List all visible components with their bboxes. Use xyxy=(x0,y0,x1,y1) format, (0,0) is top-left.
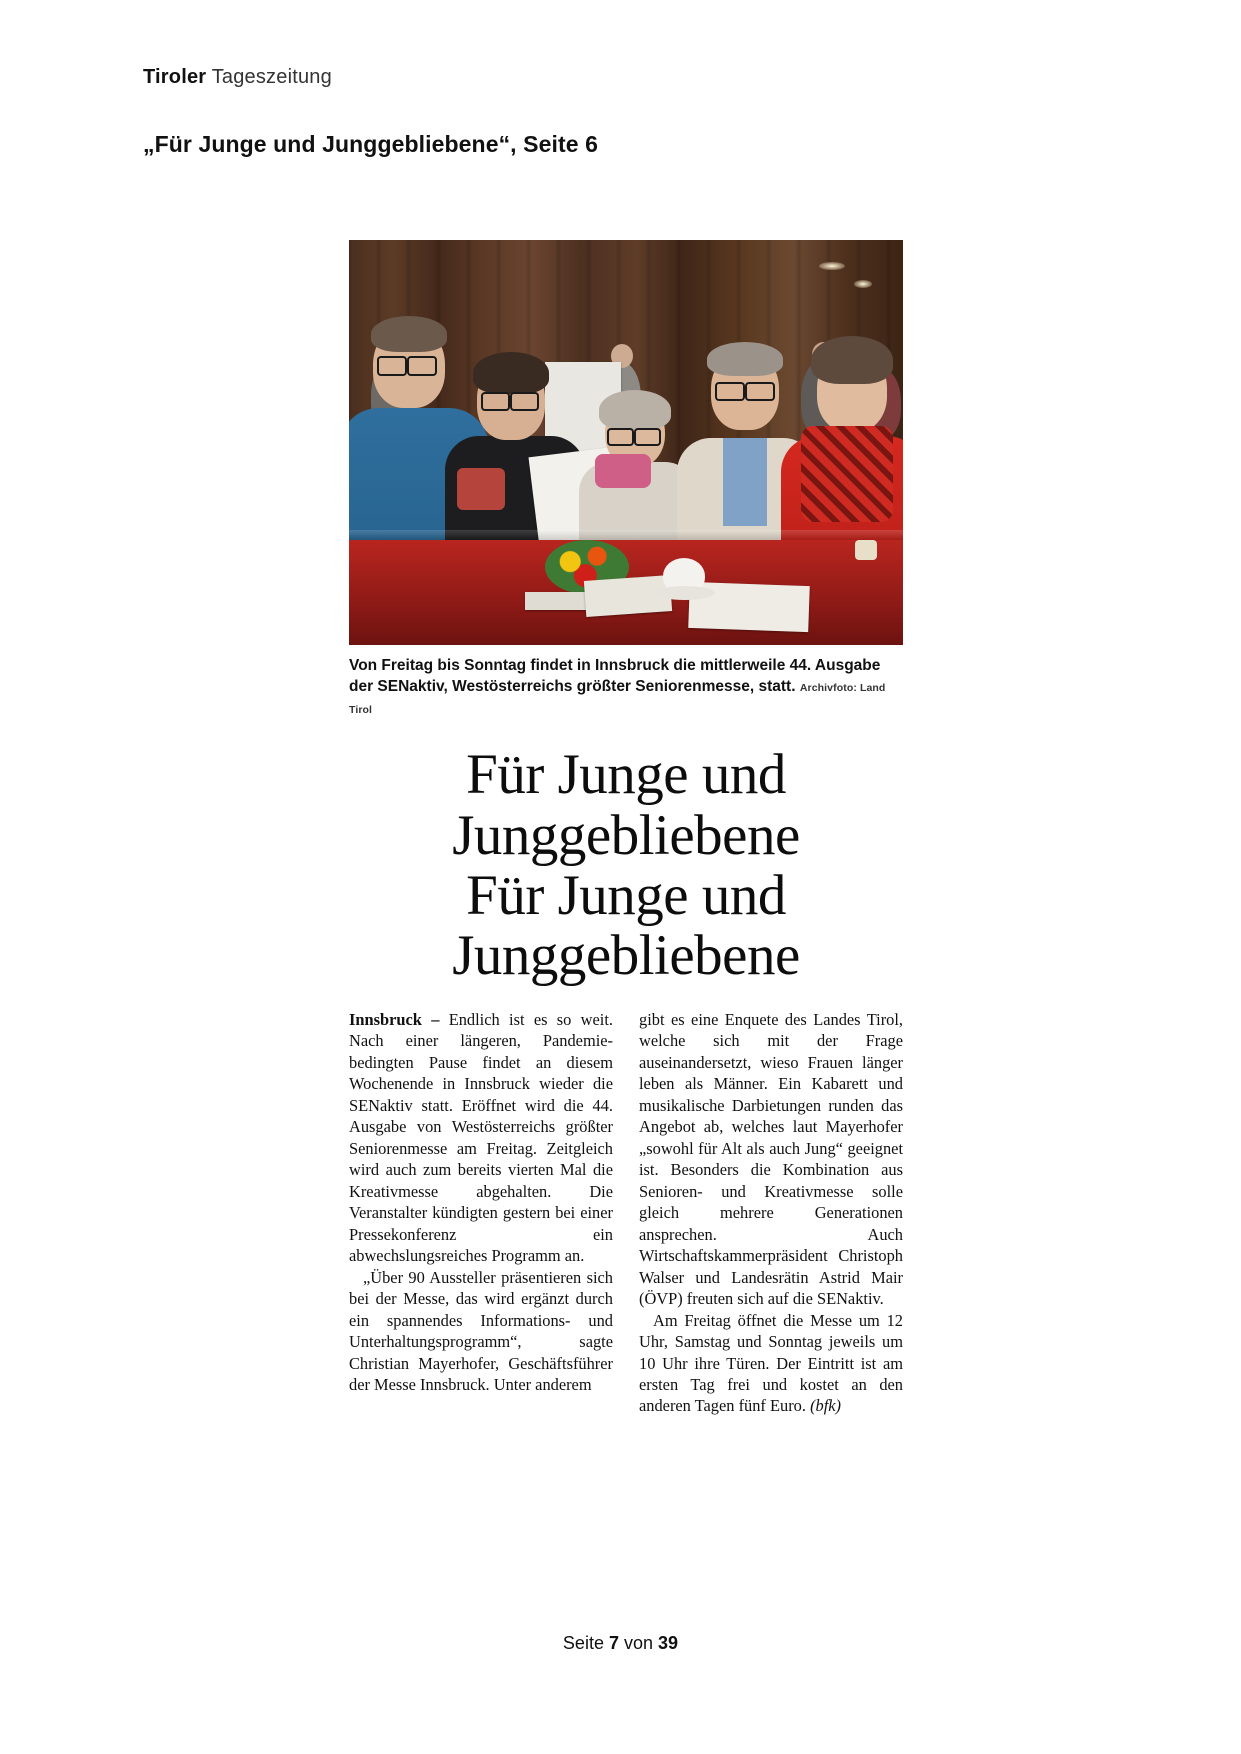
paragraph-text: Endlich ist es so weit. Nach einer längeren, Pandemie-bedingten Pause findet an diesem Wochenende in Innsbruck wieder die SENaktiv statt. Eröffnet wird die 44. Ausgabe von Westösterreichs größter Seniorenmesse am Freitag. Zeitgleich wird auch zum bereits vierten Mal die Kreativmesse abgehalten. Die Veranstalter kündigten gestern bei einer Pressekonferenz ein abwechslungsreiches Programm an. xyxy=(349,1009,613,1266)
photo-person-second-glasses-icon xyxy=(510,392,539,411)
article-body xyxy=(349,1009,903,1417)
masthead-brand-bold: Tiroler xyxy=(143,66,207,88)
photo-watch xyxy=(855,540,877,560)
article-signature: (bfk) xyxy=(810,1396,842,1416)
newspaper-clipping xyxy=(349,240,903,1417)
headline-line-3: Für Junge und xyxy=(466,863,786,927)
photo-person-left-hair xyxy=(371,316,447,352)
photo-person-left-glasses-icon xyxy=(377,356,407,376)
photo-caption-text: Von Freitag bis Sonntag findet in Innsbruck die mittlerweile 44. Ausgabe der SENaktiv, Westösterreichs größter Seniorenmesse, statt. xyxy=(349,657,881,696)
headline-line-4: Junggebliebene xyxy=(452,924,800,988)
article-photo xyxy=(349,240,903,645)
footer-total-pages: 39 xyxy=(658,1633,679,1653)
photo-tablecloth-edge xyxy=(349,530,903,540)
photo-person-center-hair xyxy=(599,390,671,430)
photo-lamp-icon xyxy=(854,280,872,288)
masthead xyxy=(143,66,332,89)
photo-person-left-glasses-icon xyxy=(407,356,437,376)
paragraph xyxy=(639,1310,903,1417)
photo-person-right-hair xyxy=(811,336,893,384)
photo-person-second-hair xyxy=(473,352,549,394)
masthead-brand-light: Tageszeitung xyxy=(211,66,332,88)
paragraph-text: Am Freitag öffnet die Messe um 12 Uhr, Samstag und Sonntag jeweils um 10 Uhr ihre Türen. Der Eintritt ist am ersten Tag frei und kostet an den anderen Tagen fünf Euro. xyxy=(639,1310,903,1416)
photo-saucer xyxy=(655,586,715,600)
photo-person-vest-shirt xyxy=(723,438,767,526)
photo-person-vest-glasses-icon xyxy=(715,382,745,401)
photo-person-vest-hair xyxy=(707,342,783,376)
headline-line-2: Junggebliebene xyxy=(452,803,800,867)
photo-lamp-icon xyxy=(819,262,845,270)
photo-person-center-glasses-icon xyxy=(634,428,661,446)
page-title: „Für Junge und Junggebliebene“, Seite 6 xyxy=(143,131,599,157)
article-column-right xyxy=(639,1009,903,1417)
photo-person-vest-glasses-icon xyxy=(745,382,775,401)
photo-caption xyxy=(349,645,903,719)
paragraph xyxy=(349,1009,613,1267)
page-footer xyxy=(0,1633,1241,1654)
headline-line-1: Für Junge und xyxy=(466,743,786,807)
photo-tshirt-print xyxy=(457,468,505,510)
footer-middle: von xyxy=(624,1633,654,1653)
paragraph: gibt es eine Enquete des Landes Tirol, welche sich mit der Frage auseinandersetzt, wieso Frauen länger leben als Männer. Ein Kabarett und musikalische Darbietungen runden das Angebot ab, welches laut Mayerhofer „sowohl für Alt als auch Jung“ geeignet ist. Besonders die Kombination aus Senioren- und Kreativmesse solle gleich mehrere Generationen ansprechen. Auch Wirtschaftskammerpräsident Christoph Walser und Landesrätin Astrid Mair (ÖVP) freuten sich auf die SENaktiv. xyxy=(639,1009,903,1309)
footer-page-number: 7 xyxy=(608,1633,619,1653)
article-dateline: Innsbruck – xyxy=(349,1009,440,1029)
paragraph: „Über 90 Aussteller präsentieren sich bei der Messe, das wird ergänzt durch ein spannendes Informations- und Unterhaltungsprogramm“, sagte Christian Mayerhofer, Geschäftsführer der Messe Innsbruck. Unter anderem xyxy=(349,1267,613,1394)
photo-person-second-glasses-icon xyxy=(481,392,510,411)
article-column-left xyxy=(349,1009,613,1417)
photo-caption-credit: Archivfoto: Land Tirol xyxy=(349,682,886,716)
footer-prefix: Seite xyxy=(562,1633,604,1653)
article-headline xyxy=(349,745,903,987)
photo-person-right-scarf xyxy=(801,426,893,522)
photo-person-center-scarf xyxy=(595,454,651,488)
photo-person-center-glasses-icon xyxy=(607,428,634,446)
